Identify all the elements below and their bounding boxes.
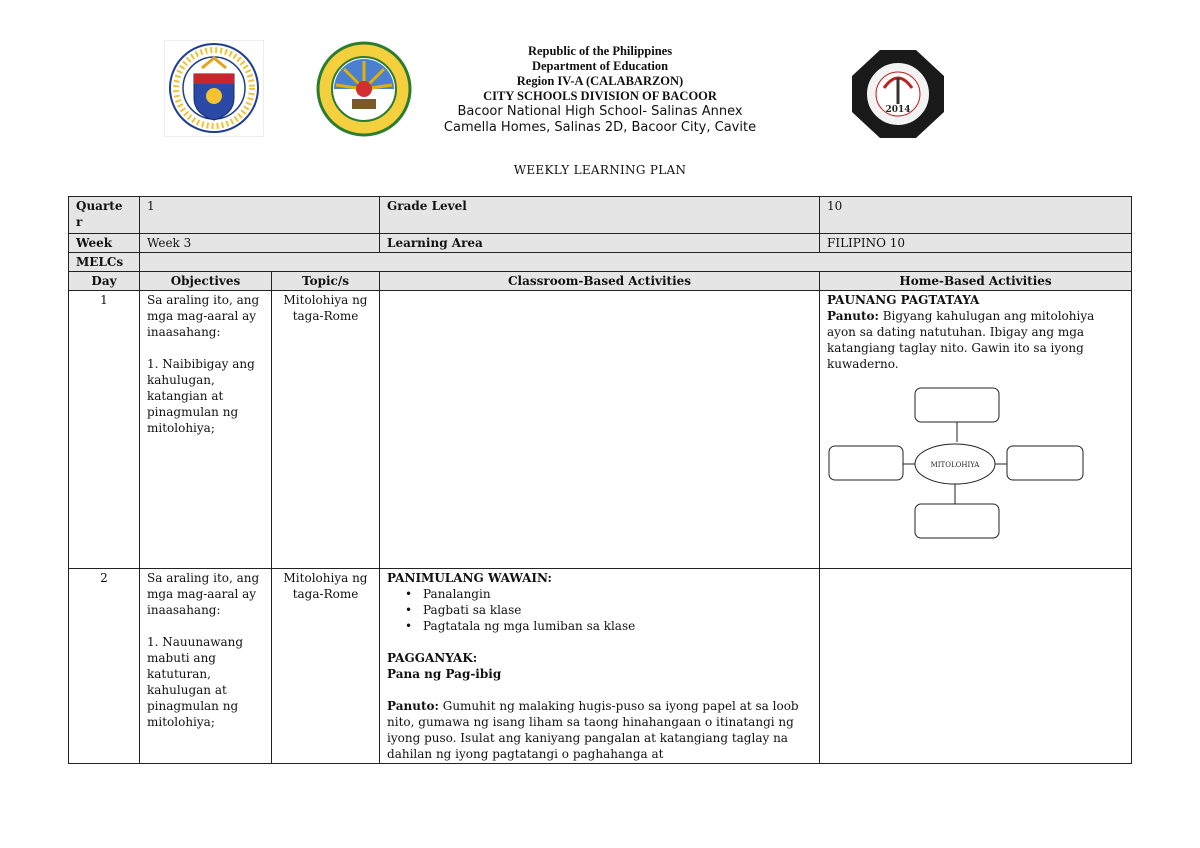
header-school: Bacoor National High School- Salinas Annex xyxy=(457,104,743,119)
col-header-day: Day xyxy=(69,272,140,291)
motivation-heading: PAGGANYAK: xyxy=(387,651,478,665)
grade-level-label: Grade Level xyxy=(380,197,820,234)
document-header xyxy=(400,44,800,136)
home-activities-cell xyxy=(820,291,1132,569)
panuto-label: Panuto: xyxy=(387,699,439,713)
objectives-cell xyxy=(140,291,272,569)
quarter-value: 1 xyxy=(140,197,380,234)
home-activity-instructions xyxy=(827,308,1124,372)
col-header-home: Home-Based Activities xyxy=(820,272,1132,291)
classroom-routine-list xyxy=(387,586,812,634)
school-seal-logo xyxy=(850,48,946,140)
table-row xyxy=(69,291,1132,569)
panuto-text: Bigyang kahulugan ang mitolohiya ayon sa dating natutuhan. Ibigay ang mga katangiang taglay nito. Gawin ito sa iyong kuwaderno. xyxy=(827,309,1095,371)
panuto-text: Gumuhit ng malaking hugis-puso sa iyong papel at sa loob nito, gumawa ng isang liham sa taong hinahangaan o itinatangi ng iyong puso. Isulat ang kaniyang pangalan at katangiang taglay na dahilan ng iyong pagtatangi o paghahanga at xyxy=(387,699,799,761)
col-header-topics: Topic/s xyxy=(272,272,380,291)
grade-level-value: 10 xyxy=(820,197,1132,234)
learning-area-label: Learning Area xyxy=(380,234,820,253)
melcs-row xyxy=(69,253,1132,272)
column-header-row xyxy=(69,272,1132,291)
week-label: Week xyxy=(69,234,140,253)
objective-item: 1. Naibibigay ang kahulugan, katangian at pinagmulan ng mitolohiya; xyxy=(147,357,255,435)
home-activity-heading: PAUNANG PAGTATAYA xyxy=(827,293,980,307)
classroom-activities-cell xyxy=(380,569,820,764)
week-row xyxy=(69,234,1132,253)
learning-area-value: FILIPINO 10 xyxy=(820,234,1132,253)
col-header-classroom: Classroom-Based Activities xyxy=(380,272,820,291)
deped-seal-logo xyxy=(164,40,264,137)
table-row xyxy=(69,569,1132,764)
melcs-label: MELCs xyxy=(69,253,140,272)
motivation-title: Pana ng Pag-ibig xyxy=(387,667,502,681)
week-value: Week 3 xyxy=(140,234,380,253)
quarter-row xyxy=(69,197,1132,234)
header-republic: Republic of the Philippines xyxy=(527,44,673,58)
weekly-learning-plan-table xyxy=(68,196,1132,764)
school-seal-year: 2014 xyxy=(885,105,911,115)
topic-cell: Mitolohiya ng taga-Rome xyxy=(272,569,380,764)
home-activities-cell xyxy=(820,569,1132,764)
header-department: Department of Education xyxy=(531,59,669,73)
header-division: CITY SCHOOLS DIVISION OF BACOOR xyxy=(483,89,717,103)
panuto-label: Panuto: xyxy=(827,309,879,323)
melcs-value xyxy=(140,253,1132,272)
diagram-center-label: MITOLOHIYA xyxy=(930,461,980,469)
objective-intro: Sa araling ito, ang mga mag-aaral ay inaasahang: xyxy=(147,571,260,617)
header-region: Region IV-A (CALABARZON) xyxy=(516,74,684,88)
division-seal-logo xyxy=(316,41,412,137)
objective-item: 1. Nauunawang mabuti ang katuturan, kahulugan at pinagmulan ng mitolohiya; xyxy=(147,635,244,729)
topic-cell: Mitolohiya ng taga-Rome xyxy=(272,291,380,569)
header-address: Camella Homes, Salinas 2D, Bacoor City, Cavite xyxy=(443,120,757,135)
day-number: 1 xyxy=(69,291,140,569)
motivation-instructions xyxy=(387,698,812,762)
objectives-cell xyxy=(140,569,272,764)
quarter-label: Quarte r xyxy=(69,197,140,234)
day-number: 2 xyxy=(69,569,140,764)
col-header-objectives: Objectives xyxy=(140,272,272,291)
objective-intro: Sa araling ito, ang mga mag-aaral ay inaasahang: xyxy=(147,293,260,339)
list-item: • Pagbati sa klase xyxy=(423,602,812,618)
list-item: • Pagtatala ng mga lumiban sa klase xyxy=(423,618,812,634)
classroom-heading: PANIMULANG WAWAIN: xyxy=(387,571,552,585)
classroom-activities-cell xyxy=(380,291,820,569)
mitolohiya-concept-map xyxy=(827,384,1124,546)
list-item: • Panalangin xyxy=(423,586,812,602)
document-title: WEEKLY LEARNING PLAN xyxy=(513,163,687,177)
